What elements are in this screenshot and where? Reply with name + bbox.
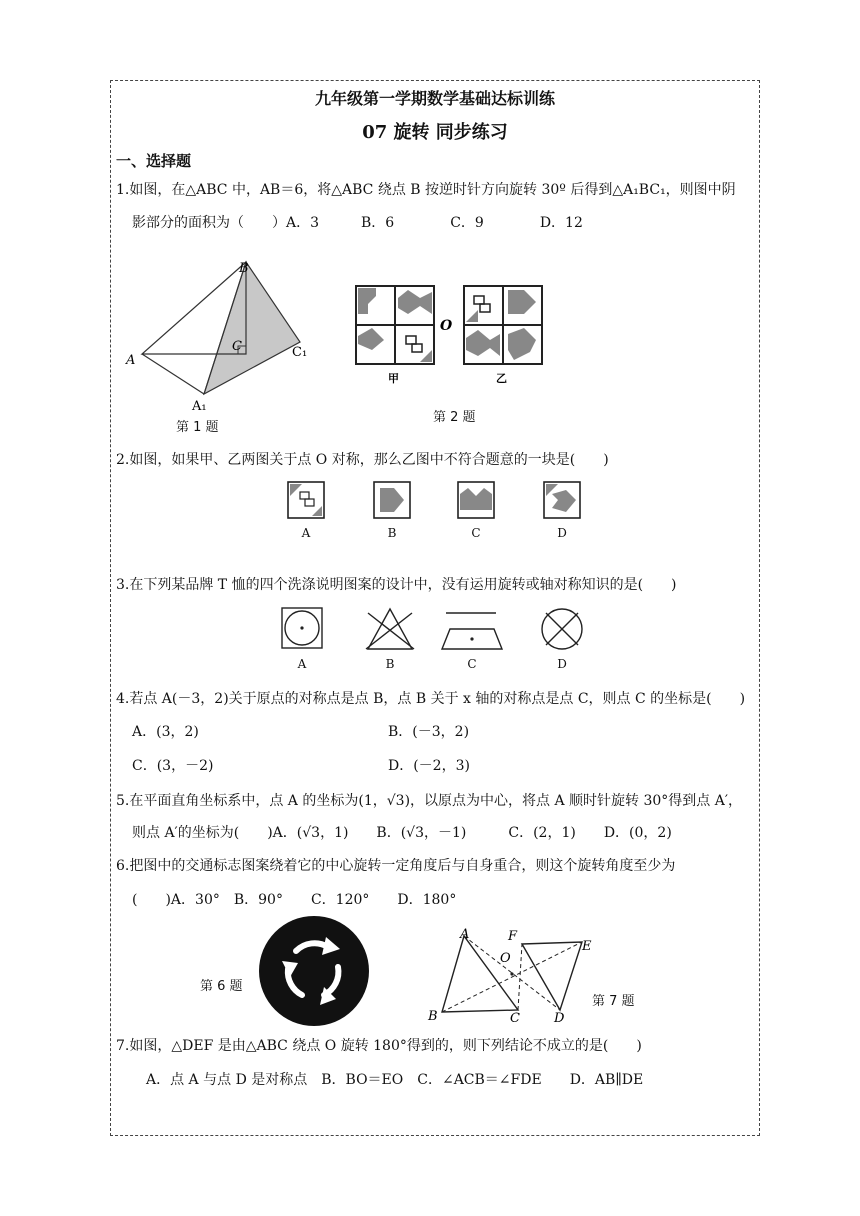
fig2-label-jia: 甲	[388, 372, 399, 384]
q3-symbol-d	[542, 609, 582, 649]
grid-yi	[464, 286, 542, 364]
q3-label-a: A	[297, 657, 307, 671]
q6-line1: 6.把图中的交通标志图案绕着它的中心旋转一定角度后与自身重合，则这个旋转角度至少为	[116, 858, 676, 874]
q4-option-d: D．(－2，3)	[388, 758, 470, 774]
q3-symbol-b	[366, 609, 414, 649]
q2-label-c: C	[471, 526, 481, 540]
q7-text: 7.如图，△DEF 是由△ABC 绕点 O 旋转 180°得到的，则下列结论不成立的是( )	[116, 1038, 642, 1054]
q3-label-c: C	[467, 657, 477, 671]
q1-line2: 影部分的面积为（ ）A．3 B．6 C．9 D．12	[132, 215, 583, 231]
q2-label-b: B	[387, 526, 397, 540]
q2-option-tiles	[286, 480, 586, 522]
q2-label-d: D	[557, 526, 567, 540]
q2-tile-a	[288, 482, 324, 518]
fig1-label-b: B	[239, 261, 249, 276]
fig1-label-a: A	[126, 353, 136, 368]
q7-options: A．点 A 与点 D 是对称点 B．BO＝EO C．∠ACB＝∠FDE D．AB∥DE	[146, 1072, 644, 1088]
q2-tile-c	[458, 482, 494, 518]
worksheet-title: 九年级第一学期数学基础达标训练	[314, 89, 555, 108]
grid-jia	[356, 286, 434, 364]
fig1-label-c: C	[232, 339, 242, 354]
shaded-triangle	[204, 262, 300, 394]
fig6-caption: 第 6 题	[200, 979, 243, 994]
q2-tile-b	[374, 482, 410, 518]
q2-tile-d	[544, 482, 580, 518]
fig7-label-c: C	[510, 1011, 520, 1024]
fig7-label-b: B	[428, 1009, 438, 1024]
fig2-label-o: O	[440, 318, 453, 334]
q3-text: 3.在下列某品牌 T 恤的四个洗涤说明图案的设计中，没有运用旋转或轴对称知识的是( )	[116, 577, 677, 593]
q3-symbol-a	[282, 608, 322, 648]
figure-7-triangles	[426, 924, 606, 1024]
fig2-label-yi: 乙	[496, 372, 507, 384]
figure-1-triangles	[122, 258, 322, 418]
fig1-label-a1: A₁	[192, 399, 207, 414]
fig7-caption: 第 7 题	[592, 994, 635, 1009]
fig1-label-c1: C₁	[292, 345, 308, 360]
fig7-label-d: D	[554, 1011, 565, 1024]
q4-option-a: A．(3，2)	[132, 724, 199, 740]
fig7-label-o: O	[500, 951, 511, 966]
q3-washing-symbols	[280, 605, 590, 655]
fig1-caption: 第 1 题	[176, 420, 219, 435]
figure-6-roundabout-sign	[258, 915, 370, 1027]
fig7-label-f: F	[508, 929, 518, 944]
worksheet-subtitle: 07 旋转 同步练习	[362, 122, 508, 143]
fig7-label-a: A	[460, 927, 470, 942]
fig7-label-e: E	[582, 939, 592, 954]
fig2-caption: 第 2 题	[433, 410, 476, 425]
q4-option-b: B．(－3，2)	[388, 724, 470, 740]
q6-line2: ( )A．30° B．90° C．120° D．180°	[132, 892, 457, 908]
q3-label-b: B	[385, 657, 395, 671]
section-heading: 一、选择题	[116, 152, 192, 170]
q3-label-d: D	[557, 657, 567, 671]
q5-line1: 5.在平面直角坐标系中，点 A 的坐标为(1，√3)，以原点为中心，将点 A 顺时针旋转 30°得到点 A′，	[116, 793, 743, 809]
q5-line2: 则点 A′的坐标为( )A．(√3，1) B．(√3，－1) C．(2，1) D．(0，2)	[132, 825, 672, 841]
q2-text: 2.如图，如果甲、乙两图关于点 O 对称，那么乙图中不符合题意的一块是( )	[116, 452, 609, 468]
q4-text: 4.若点 A(－3，2)关于原点的对称点是点 B，点 B 关于 x 轴的对称点是点 C，则点 C 的坐标是( )	[116, 691, 746, 707]
q3-symbol-c	[442, 613, 502, 649]
q1-line1: 1.如图，在△ABC 中，AB＝6，将△ABC 绕点 B 按逆时针方向旋转 30º 后得到△A₁BC₁，则图中阴	[116, 182, 736, 198]
q2-label-a: A	[301, 526, 311, 540]
figure-2-grids	[354, 284, 546, 384]
q4-option-c: C．(3，－2)	[132, 758, 214, 774]
